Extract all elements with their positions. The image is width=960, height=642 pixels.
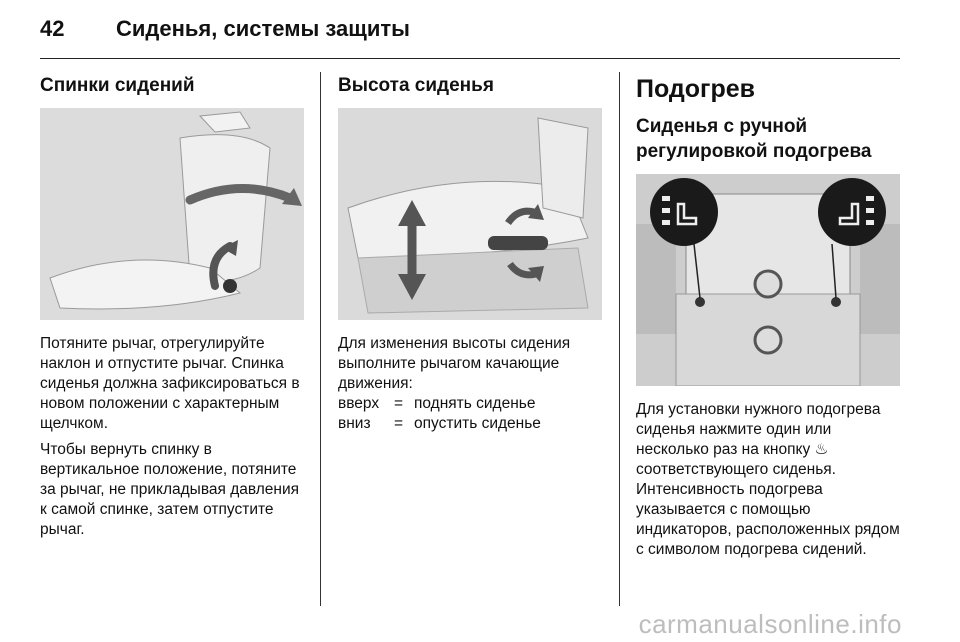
header-divider bbox=[40, 58, 900, 59]
definition-equals: = bbox=[394, 395, 404, 412]
definition-row bbox=[338, 394, 602, 414]
seat-height-illustration bbox=[338, 108, 602, 320]
definition-list bbox=[338, 394, 602, 434]
column-seat-backrest bbox=[40, 72, 304, 540]
paragraph: Для изменения высоты сидения выполните рычагом качающие движения: bbox=[338, 335, 571, 392]
page-number: 42 bbox=[40, 16, 65, 41]
page-header bbox=[40, 16, 410, 50]
definition-equals: = bbox=[394, 415, 404, 432]
section-title: Подогрев bbox=[636, 75, 756, 103]
page-title: Сиденья, системы защиты bbox=[116, 16, 410, 41]
column-divider bbox=[320, 72, 321, 606]
section-title: Спинки сидений bbox=[40, 75, 195, 96]
watermark: carmanualsonline.info bbox=[638, 609, 902, 639]
heated-seat-console-illustration bbox=[636, 174, 900, 386]
column-heating bbox=[636, 72, 902, 560]
definition-description: опустить сиденье bbox=[414, 415, 541, 432]
column-divider bbox=[619, 72, 620, 606]
paragraph: Потяните рычаг, отрегулируйте наклон и отпустите рычаг. Спинка сиденья должна зафиксироваться в новом положении с характерным щелчком. bbox=[40, 335, 300, 432]
definition-term: вниз bbox=[338, 415, 371, 432]
section-title: Высота сиденья bbox=[338, 75, 494, 96]
definition-term: вверх bbox=[338, 395, 380, 412]
paragraph: Для установки нужного подогрева сиденья нажмите один или несколько раз на кнопку ♨ соответствующего сиденья. Интенсивность подогрева указывается с помощью индикаторов, расположенных рядом с символом подогрева сидений. bbox=[636, 401, 900, 558]
definition-description: поднять сиденье bbox=[414, 395, 536, 412]
column-seat-height bbox=[338, 72, 602, 434]
seat-backrest-illustration bbox=[40, 108, 304, 320]
definition-row bbox=[338, 414, 602, 434]
subsection-title: Сиденья с ручной регулировкой подогрева bbox=[636, 116, 872, 162]
paragraph: Чтобы вернуть спинку в вертикальное положение, потяните за рычаг, не прикладывая давления к самой спинке, затем отпустите рычаг. bbox=[40, 441, 300, 538]
